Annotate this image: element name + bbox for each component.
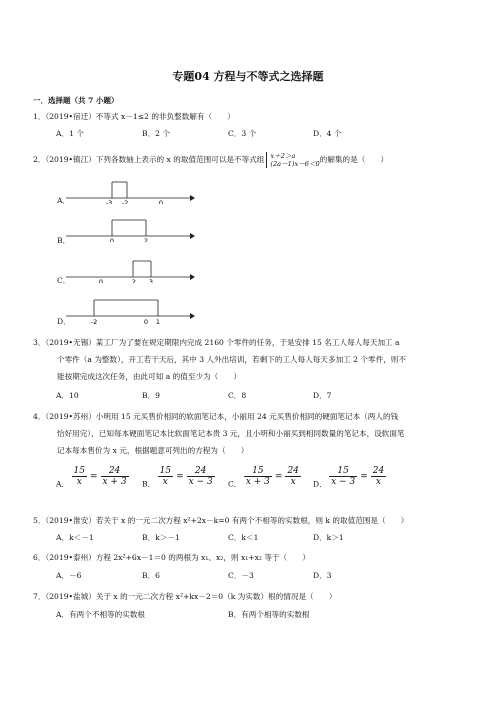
- section-heading: 一．选择题（共 7 小题）: [33, 96, 119, 105]
- q5-option-a: A．k＜－1: [56, 533, 94, 542]
- q6-option-b: B．6: [142, 571, 161, 580]
- q6-stem: 6．（2019•泰州）方程 2x²+6x－1＝0 的两根为 x₁、x₂，则 x₁+x₂ 等于（ ）: [33, 553, 310, 562]
- q4-line-3: 记本每本售价为 x 元，根据题意可列出的方程为（ ）: [57, 446, 249, 455]
- q2-sys-line1: x＋2＞a: [270, 152, 296, 160]
- q4-line-2: 恰好用完），已知每本硬面笔记本比软面笔记本贵 3 元，且小明和小丽买到相同数量的笔记本，设软面笔: [57, 429, 405, 438]
- q3-option-c: C．8: [228, 391, 247, 400]
- q6-option-a: A．－6: [56, 571, 82, 580]
- q6-option-c: C．－3: [228, 571, 254, 580]
- number-line-d: [66, 296, 196, 326]
- q1-option-c: C．3 个: [228, 129, 257, 138]
- axis-c-tick-3: 3: [148, 278, 154, 283]
- q1-option-b: B．2 个: [142, 129, 171, 138]
- axis-a-tick-1: -3: [105, 199, 113, 204]
- axis-c-tick-1: 0: [98, 278, 104, 283]
- q4-b-frac-left: $\frac{15}{x}$: [159, 466, 172, 487]
- q2-stem-post: 的解集的是（ ）: [319, 155, 389, 164]
- q2-label-d: D．: [57, 317, 71, 326]
- number-line-a: [66, 178, 196, 204]
- q4-option-c: C． $\frac{15}{x + 3}$ = $\frac{24}{x}$: [228, 466, 299, 489]
- q7-option-b: B．有两个相等的实数根: [228, 610, 310, 619]
- q2-label-a: A．: [57, 196, 71, 205]
- q2-inequality-system: [266, 152, 319, 168]
- q4-line-1: 4．（2019•苏州）小明用 15 元买售价相同的软面笔记本，小丽用 24 元买售价相同的硬面笔记本（两人的钱: [33, 412, 399, 421]
- q1-option-a: A．1 个: [56, 129, 84, 138]
- q3-option-a: A．10: [56, 391, 79, 400]
- q4-a-frac-right: $\frac{24}{x + 3}$: [102, 466, 127, 487]
- q4-b-frac-right: $\frac{24}{x - 3}$: [188, 466, 213, 487]
- q3-option-b: B．9: [142, 391, 161, 400]
- q2-sys-line2: (2a－1)x－6＜0: [270, 160, 320, 168]
- axis-d-tick-2: 0: [143, 318, 149, 326]
- q3-line-1: 3．（2019•无锡）某工厂为了要在规定期限内完成 2160 个零件的任务，于是安排 15 名工人每人每天加工 a: [33, 338, 400, 347]
- q4-option-b: B． $\frac{15}{x}$ = $\frac{24}{x - 3}$: [142, 466, 213, 489]
- q3-line-2: 个零件（a 为整数），开工若干天后，其中 3 人外出培训，若剩下的工人每人每天多加工 2 个零件，则不: [57, 355, 406, 364]
- axis-c-tick-2: 2: [131, 278, 137, 283]
- q2-stem: [33, 152, 388, 168]
- q1-option-d: D．4 个: [313, 129, 342, 138]
- axis-b-tick-1: 0: [109, 237, 115, 242]
- q4-c-frac-right: $\frac{24}{x}$: [287, 466, 299, 487]
- q4-d-frac-left: $\frac{15}{x - 3}$: [331, 466, 356, 487]
- q4-c-frac-left: $\frac{15}{x + 3}$: [245, 466, 270, 487]
- axis-b-tick-2: 2: [143, 237, 149, 242]
- q5-stem: 5．（2019•淮安）若关于 x 的一元二次方程 x²+2x－k=0 有两个不相等的实数根，则 k 的取值范围是（ ）: [33, 516, 409, 525]
- q2-label-c: C．: [57, 276, 71, 285]
- q2-stem-pre: 2．（2019•镇江）下列各数轴上表示的 x 的取值范围可以是不等式组: [33, 155, 265, 164]
- q7-option-a: A．有两个不相等的实数根: [56, 610, 146, 619]
- axis-a-tick-2: -2: [121, 199, 129, 204]
- axis-d-tick-1: -2: [90, 318, 98, 326]
- q5-option-b: B．k＞－1: [142, 533, 180, 542]
- axis-a-tick-3: 0: [158, 199, 164, 204]
- q3-line-3: 能按期完成这次任务，由此可知 a 的值至少为（ ）: [57, 372, 242, 381]
- q4-option-d: D． $\frac{15}{x - 3}$ = $\frac{24}{x}$: [313, 466, 385, 489]
- axis-d-tick-3: 1: [155, 318, 161, 326]
- q4-d-frac-right: $\frac{24}{x}$: [372, 466, 385, 487]
- q6-option-d: D．3: [313, 571, 332, 580]
- q7-stem: 7．（2019•盐城）关于 x 的一元二次方程 x²+kx－2＝0（k 为实数）根的情况是（ ）: [33, 592, 337, 601]
- q5-option-d: D．k＞1: [313, 533, 344, 542]
- page-title: 专题04 方程与不等式之选择题: [172, 70, 324, 83]
- q1-stem: 1．（2019•宿迁）不等式 x－1≤2 的非负整数解有（ ）: [33, 112, 235, 121]
- number-line-b: [66, 216, 196, 242]
- q2-label-b: B．: [57, 236, 71, 245]
- q5-option-c: C．k＜1: [228, 533, 259, 542]
- q3-option-d: D．7: [313, 391, 332, 400]
- number-line-c: [66, 257, 196, 283]
- q4-a-frac-left: $\frac{15}{x}$: [73, 466, 85, 487]
- q4-option-a: A． $\frac{15}{x}$ = $\frac{24}{x + 3}$: [56, 466, 127, 489]
